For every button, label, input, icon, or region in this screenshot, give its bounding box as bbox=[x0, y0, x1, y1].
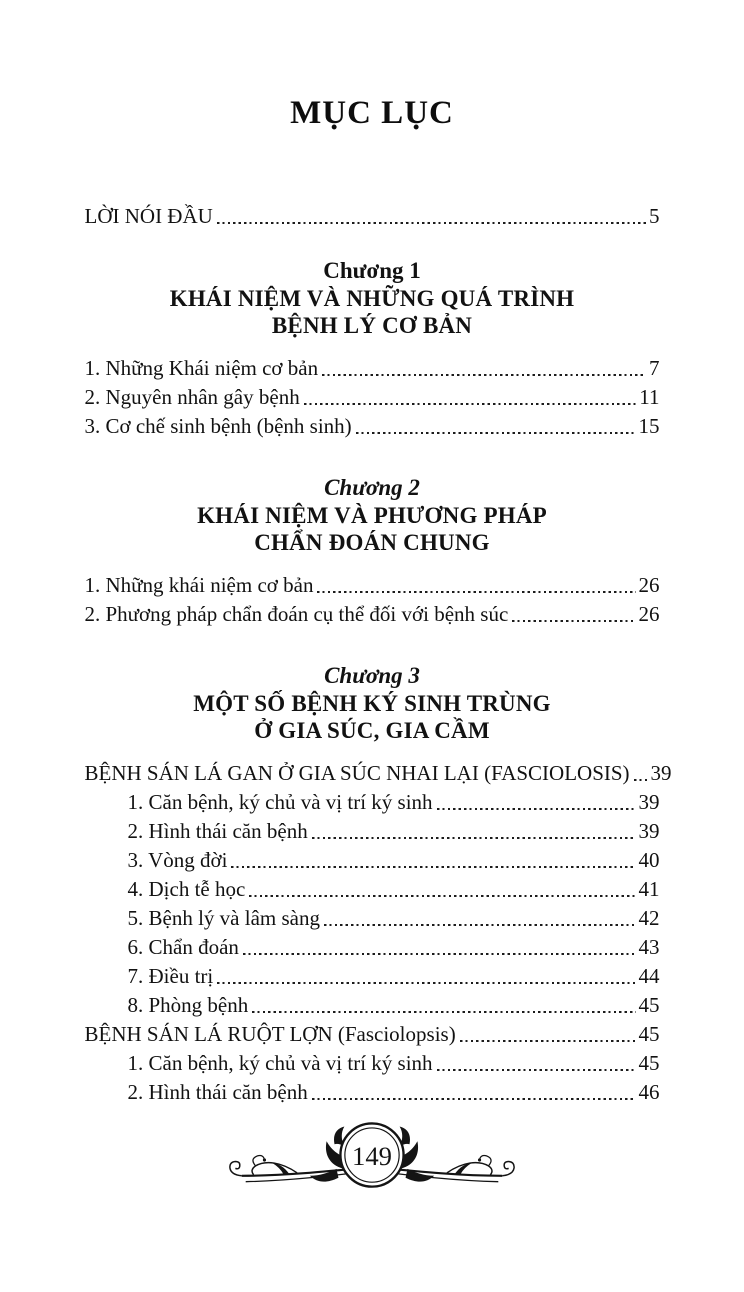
toc-entry bbox=[85, 788, 660, 817]
chapter-3-title-line1: MỘT SỐ BỆNH KÝ SINH TRÙNG bbox=[193, 691, 551, 716]
toc-section-heading bbox=[85, 1020, 660, 1049]
dot-leader bbox=[437, 808, 636, 810]
toc-entry bbox=[85, 904, 660, 933]
chapter-1-heading bbox=[85, 257, 660, 339]
chapter-1-title-line1: KHÁI NIỆM VÀ NHỮNG QUÁ TRÌNH bbox=[169, 286, 575, 311]
chapter-1-entries bbox=[85, 354, 660, 441]
dot-leader bbox=[437, 1069, 636, 1071]
toc-entry bbox=[85, 962, 660, 991]
chapter-2-title-line2: CHẨN ĐOÁN CHUNG bbox=[254, 530, 490, 555]
dot-leader bbox=[217, 222, 646, 224]
toc-entry-label: 1. Căn bệnh, ký chủ và vị trí ký sinh bbox=[127, 1051, 433, 1075]
toc-entry bbox=[85, 412, 660, 441]
toc-entry-label: 2. Hình thái căn bệnh bbox=[127, 819, 308, 843]
toc-entry-label: 2. Phương pháp chẩn đoán cụ thể đối với bệnh súc bbox=[84, 602, 509, 626]
toc-entry-label: 1. Những khái niệm cơ bản bbox=[84, 573, 314, 597]
dot-leader bbox=[317, 591, 635, 593]
table-of-contents bbox=[84, 202, 672, 1107]
toc-entry bbox=[85, 1049, 660, 1078]
chapter-2-kicker: Chương 2 bbox=[324, 475, 420, 500]
toc-entry bbox=[85, 354, 660, 383]
dot-leader bbox=[512, 620, 635, 622]
dot-leader bbox=[634, 779, 648, 781]
toc-entry bbox=[85, 846, 660, 875]
toc-entry-label: 7. Điều trị bbox=[127, 964, 214, 988]
toc-entry-page: 39 bbox=[638, 790, 660, 814]
toc-entry-page: 45 bbox=[638, 993, 660, 1017]
dot-leader bbox=[312, 1098, 636, 1100]
toc-entry-label: 2. Hình thái căn bệnh bbox=[127, 1080, 308, 1104]
toc-entry bbox=[85, 571, 660, 600]
dot-leader bbox=[304, 403, 637, 405]
toc-entry-label: 5. Bệnh lý và lâm sàng bbox=[127, 906, 320, 930]
toc-entry-page: 39 bbox=[638, 819, 660, 843]
chapter-3-title-line2: Ở GIA SÚC, GIA CẦM bbox=[254, 718, 490, 743]
toc-entry bbox=[85, 1078, 660, 1107]
dot-leader bbox=[231, 866, 635, 868]
toc-entry-page: 46 bbox=[638, 1080, 660, 1104]
toc-section-heading bbox=[84, 759, 672, 788]
chapter-3-heading bbox=[85, 662, 660, 744]
chapter-2-entries bbox=[85, 571, 660, 629]
folio-page-number: 149 bbox=[352, 1140, 392, 1171]
toc-section-page: 39 bbox=[650, 761, 672, 785]
dot-leader bbox=[324, 924, 636, 926]
chapter-1-kicker: Chương 1 bbox=[323, 258, 421, 283]
toc-entry-label: 1. Căn bệnh, ký chủ và vị trí ký sinh bbox=[127, 790, 433, 814]
toc-entry-label: 3. Vòng đời bbox=[127, 848, 228, 872]
toc-entry-page: 43 bbox=[638, 935, 660, 959]
dot-leader bbox=[217, 982, 635, 984]
toc-entry-page: 45 bbox=[638, 1051, 660, 1075]
toc-entry-page: 15 bbox=[638, 414, 660, 438]
toc-entry-page: 11 bbox=[639, 385, 660, 409]
ornament-flourish bbox=[224, 1120, 520, 1198]
toc-entry bbox=[85, 600, 660, 629]
page-title: MỤC LỤC bbox=[290, 95, 454, 131]
toc-entry bbox=[85, 933, 660, 962]
toc-entry-page: 26 bbox=[638, 602, 660, 626]
dot-leader bbox=[312, 837, 636, 839]
dot-leader bbox=[252, 1011, 635, 1013]
toc-entry-page: 7 bbox=[649, 356, 660, 380]
toc-entry-page: 41 bbox=[638, 877, 660, 901]
toc-entry-page: 42 bbox=[638, 906, 660, 930]
toc-entry-label: 3. Cơ chế sinh bệnh (bệnh sinh) bbox=[84, 414, 352, 438]
toc-entry-label: 8. Phòng bệnh bbox=[127, 993, 249, 1017]
dot-leader bbox=[243, 953, 636, 955]
toc-entry-label: LỜI NÓI ĐẦU bbox=[84, 204, 213, 228]
chapter-2-title-line1: KHÁI NIỆM VÀ PHƯƠNG PHÁP bbox=[197, 503, 547, 528]
page-number-ornament bbox=[0, 1120, 744, 1198]
toc-entry-label: 4. Dịch tễ học bbox=[127, 877, 246, 901]
dot-leader bbox=[322, 374, 646, 376]
dot-leader bbox=[249, 895, 635, 897]
toc-entry-page: 26 bbox=[638, 573, 660, 597]
toc-section-label: BỆNH SÁN LÁ GAN Ở GIA SÚC NHAI LẠI (FASCIOLOSIS) bbox=[84, 761, 630, 785]
toc-entry bbox=[85, 991, 660, 1020]
dot-leader bbox=[356, 432, 636, 434]
chapter-3-kicker: Chương 3 bbox=[324, 663, 420, 688]
toc-entry bbox=[85, 817, 660, 846]
toc-section-label: BỆNH SÁN LÁ RUỘT LỢN (Fasciolopsis) bbox=[84, 1022, 456, 1046]
toc-entry-page: 44 bbox=[638, 964, 660, 988]
toc-entry-page: 5 bbox=[649, 204, 660, 228]
toc-entry-preface bbox=[85, 202, 660, 231]
toc-entry-label: 2. Nguyên nhân gây bệnh bbox=[84, 385, 300, 409]
toc-entry-label: 1. Những Khái niệm cơ bản bbox=[84, 356, 319, 380]
toc-entry bbox=[85, 383, 660, 412]
toc-entry bbox=[85, 875, 660, 904]
toc-entry-page: 40 bbox=[638, 848, 660, 872]
chapter-1-title-line2: BỆNH LÝ CƠ BẢN bbox=[271, 313, 473, 338]
toc-section-page: 45 bbox=[638, 1022, 660, 1046]
chapter-2-heading bbox=[85, 474, 660, 556]
toc-entry-label: 6. Chẩn đoán bbox=[127, 935, 239, 959]
dot-leader bbox=[460, 1040, 636, 1042]
